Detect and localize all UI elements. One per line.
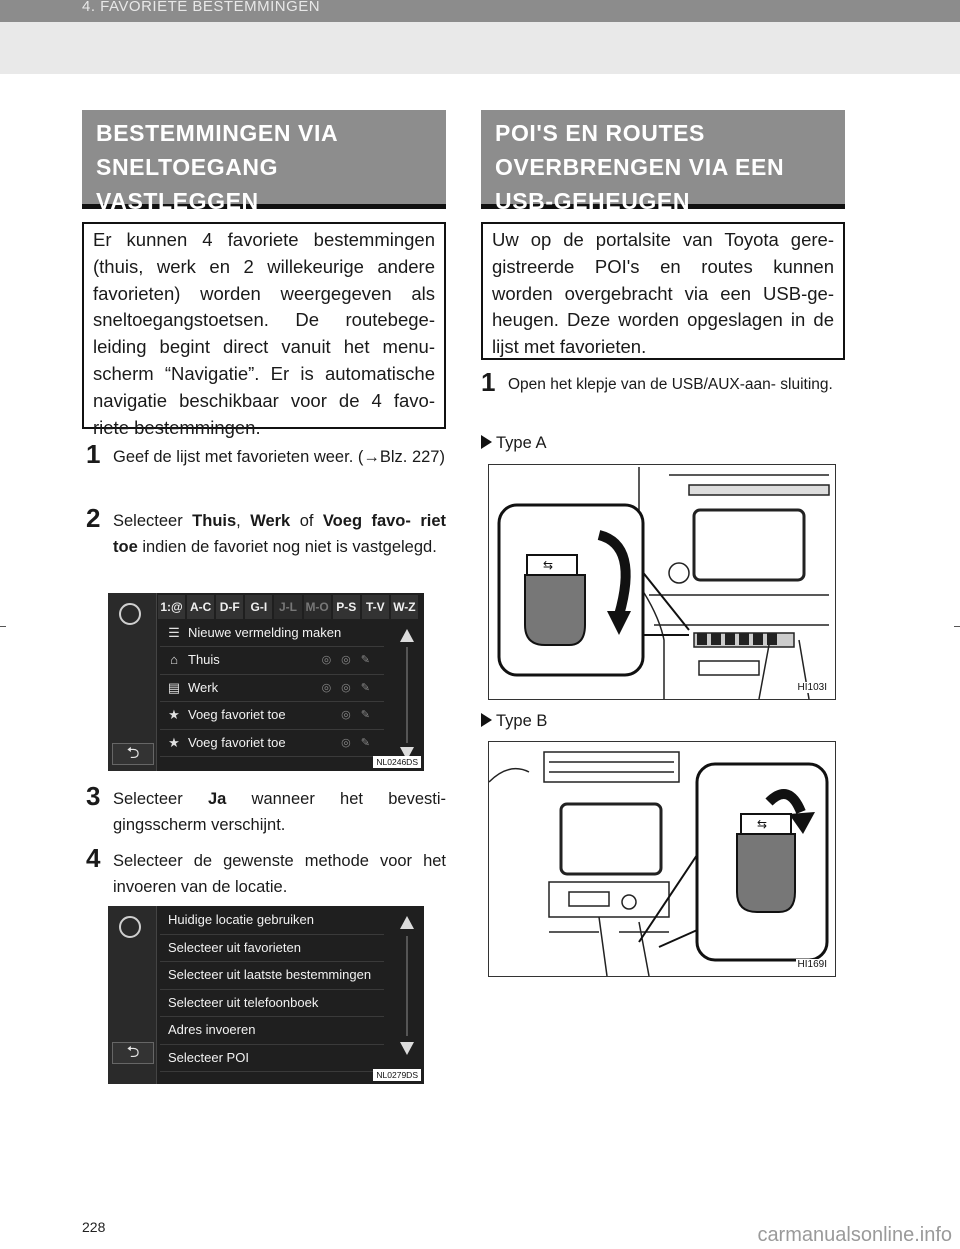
row-action-icons[interactable]: ◎✎ bbox=[341, 736, 380, 749]
back-button[interactable]: ⮌ bbox=[112, 743, 154, 765]
step-number: 3 bbox=[86, 781, 101, 811]
briefcase-icon: ▤ bbox=[167, 679, 181, 695]
step-1-right bbox=[481, 367, 845, 398]
section-title-line: POI'S EN ROUTES bbox=[495, 120, 706, 146]
step-text: Open het klepje van de USB/AUX-aan- sluiting. bbox=[508, 376, 833, 393]
row-action-icons[interactable]: ◎◎✎ bbox=[321, 654, 380, 667]
chapter-title: 4. FAVORIETE BESTEMMINGEN bbox=[82, 0, 321, 15]
emphasis-ja: Ja bbox=[207, 790, 227, 808]
section-title-line: SNELTOEGANG bbox=[96, 154, 279, 180]
star-icon: ★ bbox=[168, 707, 180, 723]
tab-1-at[interactable]: 1:@ bbox=[158, 595, 185, 619]
navigation-icon[interactable] bbox=[119, 916, 141, 938]
figure-type-a bbox=[488, 464, 836, 700]
crop-mark-left bbox=[0, 626, 6, 627]
step-number: 2 bbox=[86, 503, 101, 533]
list-item[interactable]: Selecteer POI bbox=[160, 1045, 384, 1073]
type-label-text: Type B bbox=[496, 712, 548, 730]
list-item-label: Nieuwe vermelding maken bbox=[188, 625, 342, 640]
figure-code: HI103I bbox=[797, 682, 827, 693]
tab-p-s[interactable]: P-S bbox=[333, 595, 360, 619]
svg-text:⇆: ⇆ bbox=[543, 558, 554, 572]
row-action-icons[interactable]: ◎◎✎ bbox=[321, 681, 380, 694]
step-text: Geef de lijst met favorieten weer. (→Blz. 227) bbox=[113, 448, 445, 466]
play-arrow-icon bbox=[481, 713, 492, 727]
figure-code: NL0279DS bbox=[373, 1069, 421, 1081]
step-2-left bbox=[86, 503, 447, 560]
step-number: 1 bbox=[481, 367, 496, 397]
type-b-label bbox=[481, 710, 547, 732]
row-action-icons[interactable]: ◎✎ bbox=[341, 709, 380, 722]
step-text: Selecteer Thuis, Werk of Voeg favo- riet toe indien de favoriet nog niet is vastgelegd. bbox=[113, 512, 447, 556]
list-item[interactable]: Selecteer uit laatste bestemmingen bbox=[160, 962, 384, 990]
page-number: 228 bbox=[82, 1219, 106, 1235]
summary-box-shortcut: Er kunnen 4 favoriete bestemmingen (thuis, werk en 2 willekeurige andere favorieten) worden weergegeven als sneltoegangstoetsen. De routebege- leiding begint direct vanuit het menu- scherm “Navigatie”. Er is automatische navigatie beschikbaar voor de 4 favo- riete bestemmingen. bbox=[82, 222, 446, 429]
step-number: 1 bbox=[86, 439, 101, 469]
step-4-left bbox=[86, 843, 446, 900]
play-arrow-icon bbox=[481, 435, 492, 449]
scroll-up-icon[interactable] bbox=[400, 916, 414, 929]
usb-port-illustration-b bbox=[489, 742, 835, 976]
list-item[interactable] bbox=[160, 702, 384, 729]
scrollbar[interactable] bbox=[406, 647, 408, 743]
header-band bbox=[0, 22, 960, 74]
navigation-icon[interactable] bbox=[119, 603, 141, 625]
section-title-line: BESTEMMINGEN VIA bbox=[96, 120, 339, 146]
list-item[interactable] bbox=[160, 730, 384, 757]
step-text: Selecteer Ja wanneer het bevesti- gingsscherm verschijnt. bbox=[113, 790, 446, 834]
tab-j-l[interactable]: J-L bbox=[274, 595, 301, 619]
scrollbar[interactable] bbox=[406, 936, 408, 1036]
section-title-line: OVERBRENGEN VIA EEN bbox=[495, 154, 785, 180]
location-method-screen bbox=[108, 906, 424, 1084]
list-item-label: Voeg favoriet toe bbox=[188, 734, 286, 750]
screen-sidebar bbox=[108, 906, 157, 1084]
scroll-down-icon[interactable] bbox=[400, 1042, 414, 1055]
type-a-label bbox=[481, 432, 546, 454]
section-title-line: USB-GEHEUGEN bbox=[495, 188, 691, 214]
figure-code: HI169I bbox=[797, 959, 827, 970]
tab-d-f[interactable]: D-F bbox=[216, 595, 243, 619]
svg-text:⇆: ⇆ bbox=[757, 817, 768, 831]
list-item[interactable]: Selecteer uit favorieten bbox=[160, 935, 384, 963]
crop-mark-right bbox=[954, 626, 960, 627]
list-item[interactable]: Adres invoeren bbox=[160, 1017, 384, 1045]
section-title-line: VASTLEGGEN bbox=[96, 188, 259, 214]
figure-type-b bbox=[488, 741, 836, 977]
step-text: Selecteer de gewenste methode voor het invoeren van de locatie. bbox=[113, 852, 446, 896]
tab-m-o[interactable]: M-O bbox=[304, 595, 331, 619]
section-title-usb bbox=[481, 110, 845, 214]
usb-port-illustration-a bbox=[489, 465, 835, 699]
emphasis-werk: Werk bbox=[250, 512, 291, 530]
summary-box-usb: Uw op de portalsite van Toyota gere- gistreerde POI's en routes kunnen worden overgebracht via een USB-ge- heugen. Deze worden opgeslagen in de lijst met favorieten. bbox=[481, 222, 845, 360]
method-list bbox=[160, 907, 384, 1072]
list-item-label: Thuis bbox=[188, 652, 220, 668]
scroll-up-icon[interactable] bbox=[400, 629, 414, 642]
tab-w-z[interactable]: W-Z bbox=[391, 595, 418, 619]
star-icon: ★ bbox=[168, 734, 180, 750]
new-entry-icon: ☰ bbox=[168, 625, 180, 640]
tab-g-i[interactable]: G-I bbox=[245, 595, 272, 619]
list-item[interactable] bbox=[160, 620, 384, 647]
emphasis-voeg-favoriet-toe: Voeg favo- riet toe bbox=[113, 512, 447, 556]
step-1-left bbox=[86, 439, 446, 470]
section-title-shortcut bbox=[82, 110, 446, 214]
figure-code: NL0246DS bbox=[373, 756, 421, 768]
list-item[interactable]: Selecteer uit telefoonboek bbox=[160, 990, 384, 1018]
favorites-screen bbox=[108, 593, 424, 771]
home-icon: ⌂ bbox=[170, 652, 178, 668]
list-item-label: Voeg favoriet toe bbox=[188, 707, 286, 723]
tab-t-v[interactable]: T-V bbox=[362, 595, 389, 619]
type-label-text: Type A bbox=[496, 434, 547, 452]
favorites-list bbox=[160, 620, 384, 757]
list-item[interactable]: Huidige locatie gebruiken bbox=[160, 907, 384, 935]
back-button[interactable]: ⮌ bbox=[112, 1042, 154, 1064]
list-item[interactable] bbox=[160, 675, 384, 702]
alphabet-tabs bbox=[158, 595, 420, 619]
list-item[interactable] bbox=[160, 647, 384, 674]
list-item-label: Werk bbox=[188, 679, 219, 695]
tab-a-c[interactable]: A-C bbox=[187, 595, 214, 619]
step-number: 4 bbox=[86, 843, 101, 873]
header-bar bbox=[0, 0, 960, 22]
step-3-left bbox=[86, 781, 446, 838]
emphasis-thuis: Thuis bbox=[192, 512, 237, 530]
screen-sidebar bbox=[108, 593, 157, 771]
watermark: carmanualsonline.info bbox=[757, 1224, 952, 1246]
